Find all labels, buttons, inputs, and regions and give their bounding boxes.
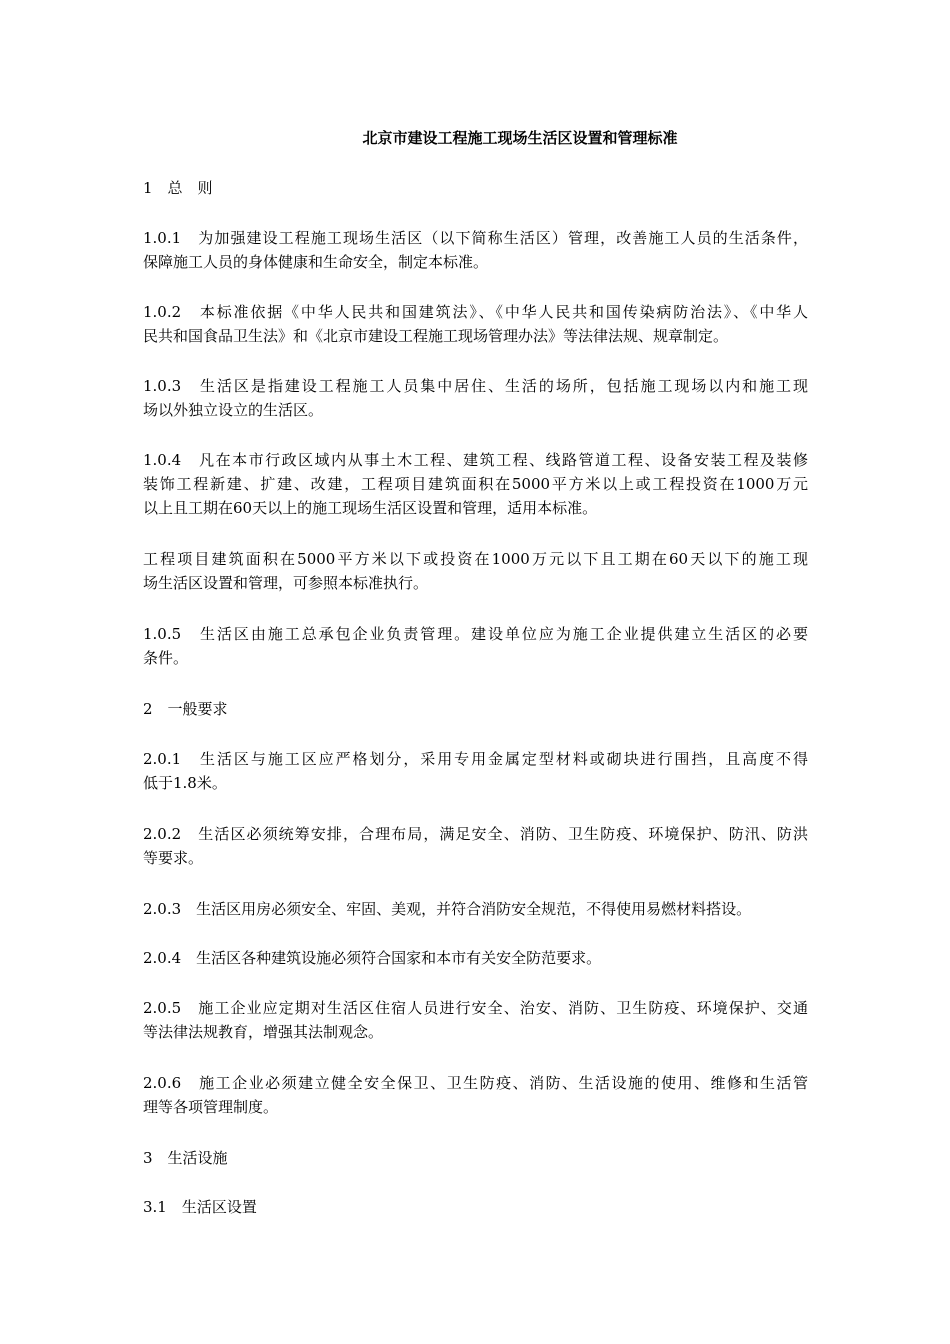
- text-line: 场以外独立设立的生活区。: [143, 401, 324, 419]
- text-line: 1.0.3 生活区是指建设工程施工人员集中居住、生活的场所，包括施工现场以内和施工现: [143, 377, 808, 395]
- clause-1-0-4-note: [143, 547, 808, 595]
- text-line: 3 生活设施: [143, 1149, 228, 1167]
- document-title: 北京市建设工程施工现场生活区设置和管理标准: [362, 129, 678, 147]
- text-line: 2.0.1 生活区与施工区应严格划分，采用专用金属定型材料或砌块进行围挡，且高度不得: [143, 750, 808, 768]
- text-line: 2 一般要求: [143, 700, 228, 718]
- clause-2-0-1: [143, 747, 808, 795]
- text-line: 2.0.5 施工企业应定期对生活区住宿人员进行安全、治安、消防、卫生防疫、环境保护、交通: [143, 999, 808, 1017]
- text-line: 理等各项管理制度。: [143, 1098, 279, 1116]
- section-heading-2: [143, 697, 808, 721]
- text-line: 低于1.8米。: [143, 774, 227, 792]
- text-line: 1 总 则: [143, 179, 213, 197]
- clause-2-0-6: [143, 1071, 808, 1119]
- text-line: 3.1 生活区设置: [143, 1198, 257, 1216]
- text-line: 等要求。: [143, 849, 204, 867]
- text-line: 2.0.2 生活区必须统筹安排，合理布局，满足安全、消防、卫生防疫、环境保护、防汛、防洪: [143, 825, 808, 843]
- text-line: 1.0.2 本标准依据《中华人民共和国建筑法》、《中华人民共和国传染病防治法》、《中华人: [143, 303, 808, 321]
- text-line: 装饰工程新建、扩建、改建，工程项目建筑面积在5000平方米以上或工程投资在1000万元: [143, 475, 808, 493]
- text-line: 以上且工期在60天以上的施工现场生活区设置和管理，适用本标准。: [143, 499, 598, 517]
- clause-1-0-2: [143, 300, 808, 348]
- text-line: 1.0.5 生活区由施工总承包企业负责管理。建设单位应为施工企业提供建立生活区的必要: [143, 625, 808, 643]
- text-line: 2.0.4 生活区各种建筑设施必须符合国家和本市有关安全防范要求。: [143, 949, 602, 967]
- text-line: 工程项目建筑面积在5000平方米以下或投资在1000万元以下且工期在60天以下的施工现: [143, 550, 808, 568]
- clause-1-0-3: [143, 374, 808, 422]
- clause-2-0-2: [143, 822, 808, 870]
- text-line: 条件。: [143, 649, 189, 667]
- clause-2-0-5: [143, 996, 808, 1044]
- text-line: 1.0.1 为加强建设工程施工现场生活区（以下简称生活区）管理，改善施工人员的生活条件，: [143, 229, 808, 247]
- text-line: 2.0.3 生活区用房必须安全、牢固、美观，并符合消防安全规范，不得使用易燃材料搭设。: [143, 900, 752, 918]
- section-heading-3: [143, 1146, 808, 1170]
- clause-1-0-5: [143, 622, 808, 670]
- text-line: 民共和国食品卫生法》和《北京市建设工程施工现场管理办法》等法律法规、规章制定。: [143, 327, 729, 345]
- text-line: 1.0.4 凡在本市行政区域内从事土木工程、建筑工程、线路管道工程、设备安装工程及装修: [143, 451, 808, 469]
- text-line: 2.0.6 施工企业必须建立健全安全保卫、卫生防疫、消防、生活设施的使用、维修和生活管: [143, 1074, 808, 1092]
- text-line: 场生活区设置和管理，可参照本标准执行。: [143, 574, 429, 592]
- clause-2-0-4: [143, 946, 808, 970]
- subsection-heading-3-1: [143, 1195, 808, 1219]
- text-line: 等法律法规教育，增强其法制观念。: [143, 1023, 384, 1041]
- section-heading-1: [143, 176, 808, 200]
- clause-2-0-3: [143, 897, 808, 921]
- clause-1-0-1: [143, 226, 808, 274]
- text-line: 保障施工人员的身体健康和生命安全，制定本标准。: [143, 253, 489, 271]
- clause-1-0-4: [143, 448, 808, 520]
